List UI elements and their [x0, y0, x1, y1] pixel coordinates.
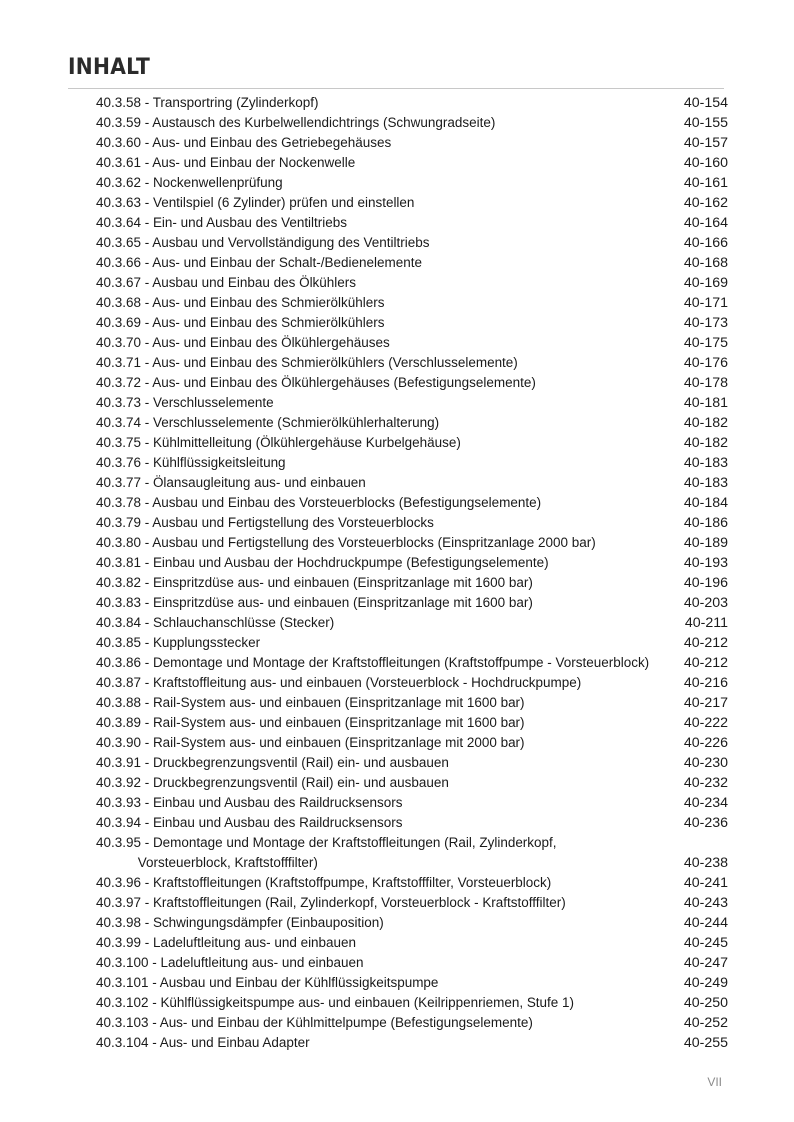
toc-entry-page: 40-173	[683, 315, 728, 331]
toc-entry-title: 40.3.83 - Einspritzdüse aus- und einbauen (Einspritzanlage mit 1600 bar)	[96, 595, 533, 611]
toc-entry[interactable]	[96, 133, 728, 153]
toc-entry-title: 40.3.58 - Transportring (Zylinderkopf)	[96, 95, 319, 111]
toc-entry[interactable]	[96, 753, 728, 773]
toc-entry-page: 40-155	[683, 115, 728, 131]
toc-entry-page: 40-160	[683, 155, 728, 171]
toc-entry-title: 40.3.98 - Schwingungsdämpfer (Einbauposition)	[96, 915, 384, 931]
toc-entry-title: 40.3.86 - Demontage und Montage der Kraftstoffleitungen (Kraftstoffpumpe - Vorsteuerblock)	[96, 655, 650, 671]
toc-entry-page: 40-243	[683, 895, 728, 911]
toc-entry[interactable]	[96, 733, 728, 753]
toc-entry[interactable]	[96, 793, 728, 813]
toc-entry[interactable]	[96, 153, 728, 173]
toc-entry-title: 40.3.72 - Aus- und Einbau des Ölkühlergehäuses (Befestigungselemente)	[96, 375, 536, 391]
toc-entry-title: 40.3.84 - Schlauchanschlüsse (Stecker)	[96, 615, 335, 631]
toc-entry[interactable]	[96, 653, 728, 673]
toc-entry-title: 40.3.78 - Ausbau und Einbau des Vorsteuerblocks (Befestigungselemente)	[96, 495, 542, 511]
toc-entry-page: 40-183	[683, 455, 728, 471]
toc-entry-title: 40.3.80 - Ausbau und Fertigstellung des Vorsteuerblocks (Einspritzanlage 2000 bar)	[96, 535, 596, 551]
toc-entry[interactable]	[96, 93, 728, 113]
toc-entry[interactable]	[96, 553, 728, 573]
toc-entry-title: 40.3.68 - Aus- und Einbau des Schmierölkühlers	[96, 295, 385, 311]
toc-entry-title: 40.3.101 - Ausbau und Einbau der Kühlflüssigkeitspumpe	[96, 975, 439, 991]
toc-entry-page: 40-171	[683, 295, 728, 311]
toc-entry[interactable]	[96, 773, 728, 793]
toc-entry-page: 40-169	[683, 275, 728, 291]
toc-entry[interactable]	[96, 293, 728, 313]
toc-entry[interactable]	[96, 993, 728, 1013]
toc-entry-title: 40.3.100 - Ladeluftleitung aus- und einbauen	[96, 955, 364, 971]
toc-entry[interactable]	[96, 393, 728, 413]
toc-entry-page: 40-241	[683, 875, 728, 891]
toc-entry[interactable]	[96, 453, 728, 473]
table-of-contents	[96, 93, 728, 1053]
toc-entry-page: 40-181	[683, 395, 728, 411]
toc-entry-title: 40.3.65 - Ausbau und Vervollständigung des Ventiltriebs	[96, 235, 430, 251]
toc-entry[interactable]	[96, 233, 728, 253]
toc-entry-title: 40.3.95 - Demontage und Montage der Kraftstoffleitungen (Rail, Zylinderkopf, Vorsteuerblock, Kraftstofffilter)	[96, 835, 557, 871]
toc-entry-title: 40.3.76 - Kühlflüssigkeitsleitung	[96, 455, 286, 471]
toc-entry-title: 40.3.81 - Einbau und Ausbau der Hochdruckpumpe (Befestigungselemente)	[96, 555, 549, 571]
toc-entry[interactable]	[96, 973, 728, 993]
toc-entry-title: 40.3.73 - Verschlusselemente	[96, 395, 274, 411]
toc-entry-title: 40.3.63 - Ventilspiel (6 Zylinder) prüfen und einstellen	[96, 195, 415, 211]
toc-entry-page: 40-222	[683, 715, 728, 731]
toc-entry[interactable]	[96, 373, 728, 393]
page-number: VII	[707, 1075, 722, 1089]
toc-entry[interactable]	[96, 1013, 728, 1033]
toc-entry-title: 40.3.92 - Druckbegrenzungsventil (Rail) ein- und ausbauen	[96, 775, 449, 791]
toc-entry-page: 40-196	[683, 575, 728, 591]
toc-entry[interactable]	[96, 113, 728, 133]
toc-entry-page: 40-186	[683, 515, 728, 531]
toc-entry-page: 40-175	[683, 335, 728, 351]
toc-entry[interactable]	[96, 813, 728, 833]
toc-entry[interactable]	[96, 193, 728, 213]
toc-entry-page: 40-250	[683, 995, 728, 1011]
toc-entry-page: 40-226	[683, 735, 728, 751]
toc-entry-page: 40-164	[683, 215, 728, 231]
toc-entry-title: 40.3.61 - Aus- und Einbau der Nockenwelle	[96, 155, 356, 171]
toc-entry-title: 40.3.69 - Aus- und Einbau des Schmierölkühlers	[96, 315, 385, 331]
toc-entry-page: 40-161	[683, 175, 728, 191]
toc-entry-page: 40-216	[683, 675, 728, 691]
toc-entry[interactable]	[96, 533, 728, 553]
toc-entry[interactable]	[96, 933, 728, 953]
toc-entry-title: 40.3.88 - Rail-System aus- und einbauen (Einspritzanlage mit 1600 bar)	[96, 695, 525, 711]
toc-entry-title: 40.3.89 - Rail-System aus- und einbauen (Einspritzanlage mit 1600 bar)	[96, 715, 525, 731]
toc-entry-title: 40.3.82 - Einspritzdüse aus- und einbauen (Einspritzanlage mit 1600 bar)	[96, 575, 533, 591]
toc-entry-page: 40-193	[683, 555, 728, 571]
toc-entry[interactable]	[96, 593, 728, 613]
toc-entry-title: 40.3.77 - Ölansaugleitung aus- und einbauen	[96, 475, 366, 491]
toc-entry[interactable]	[96, 473, 728, 493]
toc-entry-title: 40.3.96 - Kraftstoffleitungen (Kraftstoffpumpe, Kraftstofffilter, Vorsteuerblock)	[96, 875, 552, 891]
toc-entry-title: 40.3.60 - Aus- und Einbau des Getriebegehäuses	[96, 135, 392, 151]
toc-entry[interactable]	[96, 333, 728, 353]
toc-entry-title: 40.3.71 - Aus- und Einbau des Schmierölkühlers (Verschlusselemente)	[96, 355, 518, 371]
toc-entry[interactable]	[96, 173, 728, 193]
toc-entry[interactable]	[96, 673, 728, 693]
toc-entry[interactable]	[96, 413, 728, 433]
toc-entry-page: 40-176	[683, 355, 728, 371]
toc-entry-title: 40.3.87 - Kraftstoffleitung aus- und einbauen (Vorsteuerblock - Hochdruckpumpe)	[96, 675, 582, 691]
toc-entry-title: 40.3.70 - Aus- und Einbau des Ölkühlergehäuses	[96, 335, 390, 351]
toc-entry-page: 40-184	[683, 495, 728, 511]
toc-entry[interactable]	[96, 573, 728, 593]
toc-entry-title: 40.3.75 - Kühlmittelleitung (Ölkühlergehäuse Kurbelgehäuse)	[96, 435, 461, 451]
toc-entry-page: 40-238	[683, 855, 728, 871]
toc-entry[interactable]	[96, 273, 728, 293]
toc-entry-page: 40-236	[683, 815, 728, 831]
toc-entry-title: 40.3.67 - Ausbau und Einbau des Ölkühlers	[96, 275, 357, 291]
toc-entry-page: 40-247	[683, 955, 728, 971]
toc-entry[interactable]	[96, 713, 728, 733]
toc-entry-title: 40.3.90 - Rail-System aus- und einbauen (Einspritzanlage mit 2000 bar)	[96, 735, 525, 751]
toc-entry[interactable]	[96, 253, 728, 273]
toc-entry[interactable]	[96, 353, 728, 373]
toc-entry-page: 40-234	[683, 795, 728, 811]
toc-entry-title: 40.3.74 - Verschlusselemente (Schmierölkühlerhalterung)	[96, 415, 440, 431]
toc-entry[interactable]	[96, 953, 728, 973]
toc-entry-page: 40-178	[683, 375, 728, 391]
toc-entry[interactable]	[96, 613, 728, 633]
toc-entry-title: 40.3.102 - Kühlflüssigkeitspumpe aus- und einbauen (Keilrippenriemen, Stufe 1)	[96, 995, 575, 1011]
toc-entry-page: 40-245	[683, 935, 728, 951]
toc-entry-title: 40.3.93 - Einbau und Ausbau des Raildrucksensors	[96, 795, 403, 811]
toc-entry[interactable]	[96, 833, 728, 873]
toc-entry-title: 40.3.91 - Druckbegrenzungsventil (Rail) ein- und ausbauen	[96, 755, 449, 771]
toc-entry[interactable]	[96, 633, 728, 653]
toc-entry-page: 40-212	[683, 655, 728, 671]
toc-entry[interactable]	[96, 893, 728, 913]
toc-entry-page: 40-252	[683, 1015, 728, 1031]
toc-entry-title: 40.3.64 - Ein- und Ausbau des Ventiltriebs	[96, 215, 348, 231]
toc-entry-page: 40-232	[683, 775, 728, 791]
toc-entry-page: 40-166	[683, 235, 728, 251]
toc-entry[interactable]	[96, 313, 728, 333]
toc-entry-page: 40-203	[683, 595, 728, 611]
toc-entry[interactable]	[96, 493, 728, 513]
toc-entry-title: 40.3.94 - Einbau und Ausbau des Raildrucksensors	[96, 815, 403, 831]
toc-entry[interactable]	[96, 433, 728, 453]
toc-entry-page: 40-230	[683, 755, 728, 771]
toc-entry[interactable]	[96, 513, 728, 533]
toc-entry[interactable]	[96, 873, 728, 893]
toc-entry-title: 40.3.59 - Austausch des Kurbelwellendichtrings (Schwungradseite)	[96, 115, 496, 131]
toc-entry-page: 40-182	[683, 435, 728, 451]
toc-entry-page: 40-212	[683, 635, 728, 651]
page-heading: INHALT	[68, 55, 151, 80]
toc-entry-page: 40-189	[683, 535, 728, 551]
heading-divider	[68, 88, 724, 89]
toc-entry-page: 40-244	[683, 915, 728, 931]
toc-entry[interactable]	[96, 693, 728, 713]
toc-entry-title: 40.3.62 - Nockenwellenprüfung	[96, 175, 283, 191]
toc-entry-page: 40-249	[683, 975, 728, 991]
toc-entry-title: 40.3.104 - Aus- und Einbau Adapter	[96, 1035, 310, 1051]
toc-entry-page: 40-157	[683, 135, 728, 151]
toc-entry-page: 40-182	[683, 415, 728, 431]
toc-entry-title: 40.3.99 - Ladeluftleitung aus- und einbauen	[96, 935, 357, 951]
toc-entry-title: 40.3.103 - Aus- und Einbau der Kühlmittelpumpe (Befestigungselemente)	[96, 1015, 533, 1031]
toc-entry[interactable]	[96, 1033, 728, 1053]
toc-entry[interactable]	[96, 213, 728, 233]
toc-entry-page: 40-217	[683, 695, 728, 711]
toc-entry-page: 40-211	[684, 615, 728, 631]
toc-entry-title: 40.3.79 - Ausbau und Fertigstellung des Vorsteuerblocks	[96, 515, 434, 531]
toc-entry-page: 40-154	[683, 95, 728, 111]
toc-entry-title: 40.3.66 - Aus- und Einbau der Schalt-/Bedienelemente	[96, 255, 422, 271]
toc-entry-title: 40.3.85 - Kupplungsstecker	[96, 635, 261, 651]
toc-entry[interactable]	[96, 913, 728, 933]
toc-entry-page: 40-162	[683, 195, 728, 211]
toc-entry-page: 40-168	[683, 255, 728, 271]
toc-entry-title: 40.3.97 - Kraftstoffleitungen (Rail, Zylinderkopf, Vorsteuerblock - Kraftstofffilter)	[96, 895, 566, 911]
toc-entry-page: 40-255	[683, 1035, 728, 1051]
toc-entry-page: 40-183	[683, 475, 728, 491]
